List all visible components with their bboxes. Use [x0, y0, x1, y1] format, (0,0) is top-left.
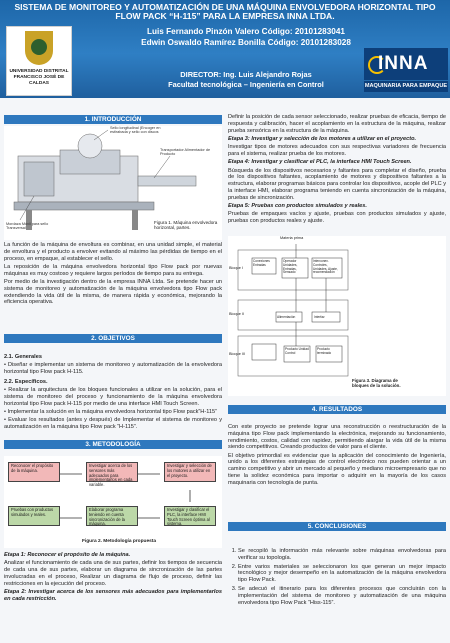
intro-paragraph: La reposición de la máquina envolvedora horizontal tipo Flow pack por nuevas máquinas es muy costoso y requiere largos períodos de tiempo para su entrega.	[4, 263, 222, 277]
block-label: Producto Unidad Control	[285, 347, 309, 355]
block-label: Interconex. Controles, Unidades, Ajuste, recomendación	[313, 259, 338, 275]
resultados-text	[228, 424, 446, 488]
etapa-5-title: Etapa 5: Pruebas con productos simulados y reales.	[228, 203, 367, 210]
block-label: Alimentación	[277, 315, 296, 319]
objetivos-especificos-title: 2.2. Específicos.	[4, 378, 48, 385]
conclusion-item: 1. Se recopiló la información más relevante sobre máquinas envolvedoras para verificar su topología.	[238, 548, 446, 562]
faculty: Facultad tecnológica – Ingeniería en Control	[168, 80, 324, 89]
figure-1-label-2: Transportador Alimentador de Producto	[160, 148, 211, 157]
section-metodologia-header: 3. METODOLOGÍA	[4, 440, 222, 449]
block-label: Conexiones Entradas	[253, 259, 270, 267]
section-resultados-header: 4. RESULTADOS	[228, 405, 446, 414]
university-logo	[6, 26, 72, 96]
objetivo-especifico: • Realizar la arquitectura de los bloques funcionales a utilizar en la solución, para el sistema de monitoreo del proceso y funcionamiento de la máquina envolvedora horizontal tipo Flow pack H-115 por medio de una interface HMI Touch Screen.	[4, 387, 222, 407]
metodologia-text	[4, 552, 222, 604]
resultados-paragraph: Con este proyecto se pretende lograr una reconstrucción o reestructuración de la máquina tipo Flow pack implementando la electrónica, mejorando su funcionamiento, rendimiento, costos, calidad con rapidez, permitiendo alargar la vida útil de la misma siendo competitivos. Creando productos de valor para el cliente.	[228, 424, 446, 451]
etapa-1-text: Analizar el funcionamiento de cada una de sus partes, definir los tiempos de secuencia de cada una de sus partes, elaborar un diagrama de sincronización de las partes involucradas en el proceso, Realizar un diagrama de flujo de proceso, definir las restricciones en la ejecución del proceso.	[4, 560, 222, 587]
etapa-4-text: Búsqueda de los dispositivos necesarios y faltantes para completar el diseño, prueba de los dispositivos faltantes, acoplamiento de motores y dispositivos faltantes a la estructura, elaborar programas básicos para controlar los dispositivos, acople del PLC y la interface HMI, elaborar programa teniendo en cuenta sincronización de la máquina, pruebas de sincronización.	[228, 167, 446, 201]
figure-1-label-3: Mordaza Móvil para sello Transversal	[6, 222, 49, 231]
figure-1	[4, 126, 222, 240]
inna-logo-box	[364, 48, 448, 80]
method-step-box: Investigar acerca de los sensores más adecuados para implementarlos en cada variable.	[86, 462, 138, 482]
figure-3	[228, 236, 446, 396]
figure-3-caption: Figura 3. Diagrama de bloques de la solución.	[352, 378, 401, 389]
block-label: Bloque II	[229, 312, 244, 316]
method-step-box: Elaborar programa teniendo en cuenta sincronización de la máquina.	[86, 506, 138, 526]
inna-logo-subtitle: MAQUINARIA PARA EMPAQUE	[364, 81, 448, 92]
poster-title: SISTEMA DE MONITOREO Y AUTOMATIZACIÓN DE UNA MÁQUINA ENVOLVEDORA HORIZONTAL TIPO FLOW PACK “H-115” PARA LA EMPRESA INNA LTDA.	[14, 2, 436, 22]
method-step-box: Investigar y selección de los motores a utilizar en el proyecto.	[164, 462, 216, 482]
method-step-box: Reconocer el propósito de la máquina.	[8, 462, 60, 482]
method-step-box: Pruebas con productos simulados y reales.	[8, 506, 60, 526]
shield-icon	[25, 31, 53, 65]
objetivo-especifico: • Evaluar los resultados (antes y después) de Implementar el sistema de monitoreo y automatización en la máquina tipo Flow pack “H-115”.	[4, 417, 222, 431]
etapa-4-title: Etapa 4: Investigar y clasificar el PLC, la interface HMI Touch Screen.	[228, 159, 412, 166]
authors	[96, 26, 396, 48]
etapa-5-text: Pruebas de empaques vacíos y ajuste, pruebas con productos simulados y ajuste, pruebas con productos reales y ajuste.	[228, 211, 446, 225]
conclusion-item: 3. Se adecuó el itinerario para los diferentes procesos que concluirán con la implementación del sistema de monitoreo y automatización de una máquina envolvedora tipo Flow Pack “Hiss-115”.	[238, 586, 446, 606]
block-label: Materia prima	[280, 236, 304, 240]
figure-1-caption: Figura 1. Máquina envolvedora horizontal, partes.	[154, 220, 218, 231]
objetivo-especifico: • Implementar la solución en la máquina envolvedora horizontal tipo Flow pack”H-115”	[4, 409, 217, 416]
block-label: Producto terminado	[317, 347, 332, 355]
etapa-3-text: Investigar tipos de motores adecuados con sus respectivas variadores de frecuencia para el sistema, realizar prueba de los motores.	[228, 144, 446, 157]
figure-1-label-1: Sello longitudinal (Encoger en estirabada y sello con discos	[110, 126, 161, 135]
objetivo-general: • Diseñar e implementar un sistema de monitoreo y automatización de la envolvedora horizontal tipo Flow pack H-115.	[4, 362, 222, 376]
intro-paragraph: La función de la máquina de envoltura es combinar, en una unidad simple, el material de envoltura y el producto a envolver evitando al máximo las pérdidas de tiempo en el proceso, en empaque, al establecer el sello.	[4, 242, 222, 262]
figure-2	[4, 456, 222, 548]
director: DIRECTOR: Ing. Luis Alejandro Rojas	[180, 70, 312, 79]
intro-text	[4, 242, 222, 308]
section-objetivos-header: 2. OBJETIVOS	[4, 334, 222, 343]
etapa-3-title: Etapa 3: Investigar y selección de los motores a utilizar en el proyecto.	[228, 135, 417, 142]
objetivos-general-title: 2.1. Generales	[4, 354, 42, 360]
header-banner	[0, 0, 450, 98]
conclusiones-text	[228, 548, 446, 608]
block-label: Interfaz	[314, 315, 325, 319]
section-conclusiones-header: 5. CONCLUSIONES	[228, 522, 446, 531]
author-2: Edwin Oswaldo Ramírez Bonilla Código: 20101283028	[141, 38, 351, 47]
resultados-paragraph: El objetivo primordial es evidenciar que la aplicación del conocimiento de Ingeniería, unido a los diferentes estrategias de control electrónico nos pueden orientar a un camino competitivo y abrir un mercado al pequeño y mediano microempresario que no tiene la solidez económica para importar o adquirir en la mayoría de los casos maquinaria con tecnología de punta.	[228, 452, 446, 486]
block-label: Bloque III	[229, 352, 246, 356]
etapa-2-title: Etapa 2: Investigar acerca de los sensores más adecuados para implementarlos en cada restricción.	[4, 588, 222, 602]
etapa-2-text: Definir la posición de cada sensor seleccionado, realizar pruebas de eficacia, tiempo de respuesta y calibración, hacer el acoplamiento en la estructura de la máquina, realizar prueba sensórica en la estructura de la máquina.	[228, 114, 446, 134]
section-intro-header: 1. INTRODUCCIÓN	[4, 115, 222, 124]
director-block	[96, 70, 396, 90]
method-step-box: Investigar y clasificar el PLC, la interface HMI Touch Screen óptima al sistema.	[164, 506, 216, 526]
intro-paragraph: Por medio de la investigación dentro de la empresa INNA Ltda. Se pretende hacer un sistema de monitoreo y automatización de la máquina envolvedora tipo Flow pack extendiendo la vida útil de la misma, de manera rápida y económica, mejorando la eficiencia operativa.	[4, 278, 222, 306]
university-logo-text: UNIVERSIDAD DISTRITAL FRANCISCO JOSÉ DE CALDAS	[9, 69, 69, 86]
author-1: Luis Fernando Pinzón Valero Código: 20101283041	[147, 27, 345, 36]
conclusion-item: 2. Entre varios materiales se seleccionaron los que generan un mejor impacto tecnológico y mejor desempeño en la automatización de la máquina envolvedora tipo Flow Pack.	[238, 564, 446, 584]
figure-2-caption: Figura 2. Metodología propuesta	[81, 539, 157, 544]
objetivos-text	[4, 354, 222, 432]
inna-logo	[364, 48, 448, 92]
metodologia-continued	[228, 114, 446, 226]
etapa-1-title: Etapa 1: Reconocer el propósito de la máquina.	[4, 552, 131, 558]
inna-logo-word: INNA	[378, 53, 429, 74]
block-label: Operador Unidades, Entradas, Sensado	[283, 259, 298, 275]
block-label: Bloque I	[229, 266, 243, 270]
